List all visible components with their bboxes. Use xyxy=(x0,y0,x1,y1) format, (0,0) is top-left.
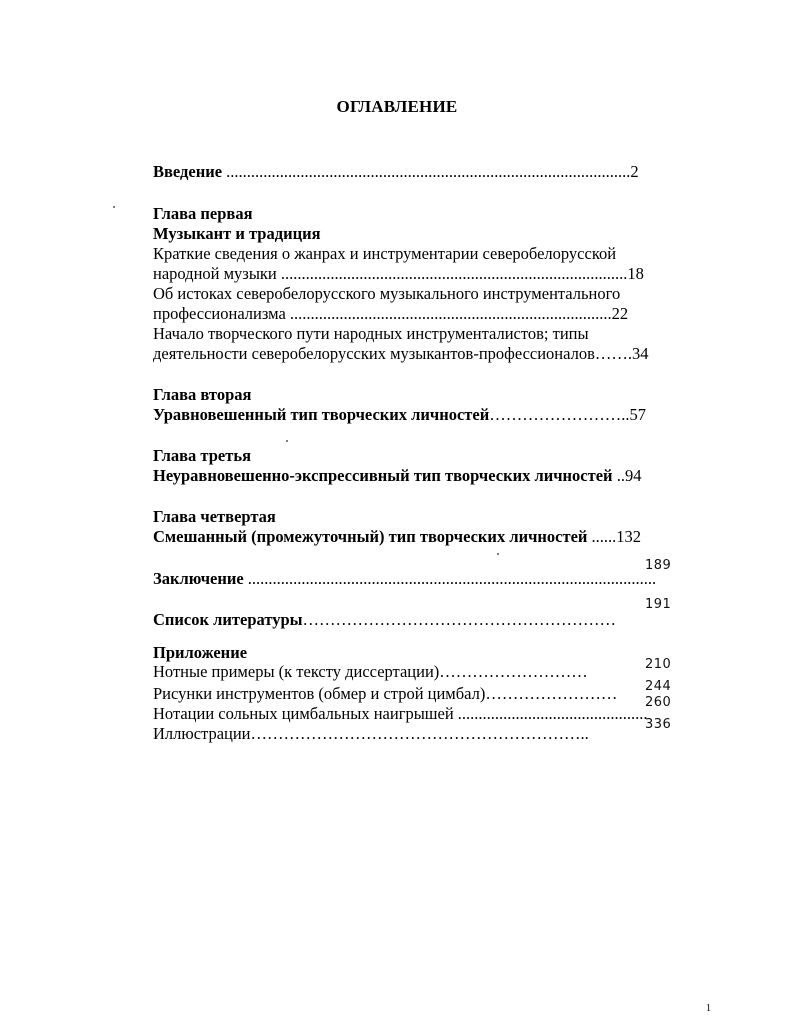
chapter-2-heading: Глава вторая xyxy=(153,385,252,404)
appendix-heading: Приложение xyxy=(153,643,248,662)
page-number: 1 xyxy=(706,1003,711,1014)
toc-entry-line: Начало творческого пути народных инструменталистов; типы xyxy=(153,324,589,343)
toc-entry-appendix-illustrations[interactable] xyxy=(153,724,589,744)
toc-leader: ……………………… xyxy=(439,662,588,681)
toc-label: Иллюстрации xyxy=(153,724,251,743)
toc-leader: ……. xyxy=(594,344,633,363)
toc-leader: …………………………………………………….. xyxy=(250,724,589,743)
toc-page: 22 xyxy=(611,304,629,323)
toc-entry-line: Об истоках северобелорусского музыкального инструментального xyxy=(153,284,621,303)
toc-leader: .................................................................................... xyxy=(276,264,628,283)
toc-label: деятельности северобелорусских музыкантов-профессионалов xyxy=(153,344,595,363)
chapter-3-heading: Глава третья xyxy=(153,446,251,465)
toc-entry-appendix-music[interactable] xyxy=(153,662,588,682)
toc-label: Смешанный (промежуточный) тип творческих личностей xyxy=(153,527,588,546)
toc-page: 57 xyxy=(629,405,646,424)
toc-entry-chapter-2[interactable] xyxy=(153,405,646,425)
toc-page: 34 xyxy=(632,344,649,363)
toc-page: 2 xyxy=(630,162,639,181)
toc-page: 94 xyxy=(624,466,642,485)
toc-entry-chapter-3[interactable] xyxy=(153,466,641,486)
toc-entry-conclusion[interactable] xyxy=(153,569,656,589)
toc-entry-appendix-notations[interactable] xyxy=(153,704,648,724)
toc-label: Список литературы xyxy=(153,610,303,629)
toc-leader: ...... xyxy=(587,527,617,546)
toc-leader: ................................................................................................... xyxy=(243,569,657,588)
chapter-4-heading: Глава четвертая xyxy=(153,507,276,526)
handwritten-page-bibliography: 191 xyxy=(645,597,672,612)
scan-speck xyxy=(113,206,115,208)
toc-label: Введение xyxy=(153,162,223,181)
toc-leader: …………………… xyxy=(485,684,618,703)
toc-label: Рисунки инструментов (обмер и строй цимбал) xyxy=(153,684,486,703)
toc-label: народной музыки xyxy=(153,264,277,283)
toc-label: профессионализма xyxy=(153,304,290,323)
toc-entry-genres[interactable] xyxy=(153,264,644,284)
toc-entry-appendix-drawings[interactable] xyxy=(153,684,617,704)
toc-leader: ………………………………………………… xyxy=(302,610,617,629)
toc-entry-line: Краткие сведения о жанрах и инструментарии северобелорусской xyxy=(153,244,617,263)
toc-entry-chapter-4[interactable] xyxy=(153,527,641,547)
toc-page: 132 xyxy=(616,527,642,546)
toc-leader: .. xyxy=(612,466,625,485)
handwritten-page-conclusion: 189 xyxy=(645,558,672,573)
toc-label: Уравновешенный тип творческих личностей xyxy=(153,405,490,424)
toc-leader: .............................................. xyxy=(453,704,648,723)
scan-speck xyxy=(497,553,499,555)
toc-entry-intro[interactable] xyxy=(153,162,639,182)
toc-entry-bibliography[interactable] xyxy=(153,610,616,630)
handwritten-page-illustrations: 336 xyxy=(645,717,672,732)
chapter-1-title: Музыкант и традиция xyxy=(153,224,321,243)
toc-leader: .................................................................................................. xyxy=(222,162,631,181)
toc-page: 18 xyxy=(627,264,644,283)
toc-leader: …………………….. xyxy=(489,405,630,424)
toc-entry-origins[interactable] xyxy=(153,304,628,324)
handwritten-page-notations: 260 xyxy=(645,695,672,710)
toc-leader: .............................................................................. xyxy=(289,304,612,323)
toc-label: Заключение xyxy=(153,569,244,588)
toc-label: Неуравновешенно-экспрессивный тип творческих личностей xyxy=(153,466,613,485)
toc-label: Нотные примеры (к тексту диссертации) xyxy=(153,662,440,681)
toc-entry-career[interactable] xyxy=(153,344,649,364)
toc-label: Нотации сольных цимбальных наигрышей xyxy=(153,704,454,723)
handwritten-page-drawings: 244 xyxy=(645,679,672,694)
scan-speck xyxy=(286,440,288,442)
chapter-1-heading: Глава первая xyxy=(153,204,253,223)
page-title: ОГЛАВЛЕНИЕ xyxy=(336,97,458,116)
handwritten-page-music: 210 xyxy=(645,657,672,672)
